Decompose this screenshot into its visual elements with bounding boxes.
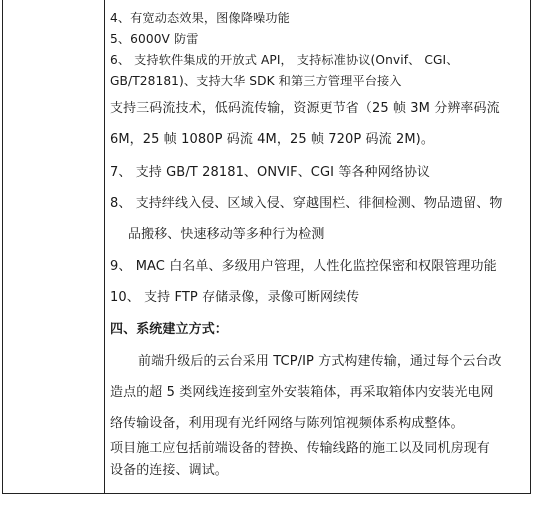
feature-line-4: 4、有宽动态效果，图像降噪功能	[110, 11, 290, 25]
section-heading: 四、系统建立方式：	[110, 322, 228, 337]
table-column-divider	[104, 0, 105, 494]
table-border-bottom	[2, 493, 531, 494]
paragraph-1-line-2: 造点的超 5 类网线连接到室外安装箱体，再采取箱体内安装光电网	[110, 385, 494, 400]
table-border-left	[2, 0, 3, 494]
table-border-right	[530, 0, 531, 494]
paragraph-1-line-3: 络传输设备，利用现有光纤网络与陈列馆视频体系构成整体。	[110, 416, 464, 431]
feature-line-7: 7、 支持 GB/T 28181、ONVIF、CGI 等各种网络协议	[110, 165, 431, 180]
feature-line-6-cont: GB/T28181)、支持大华 SDK 和第三方管理平台接入	[110, 74, 402, 88]
feature-line-10: 10、 支持 FTP 存储录像，录像可断网续传	[110, 290, 360, 305]
feature-line-5: 5、6000V 防雷	[110, 32, 199, 46]
paragraph-2-line-2: 设备的连接、调试。	[110, 463, 228, 478]
feature-line-8: 8、 支持绊线入侵、区域入侵、穿越围栏、徘徊检测、物品遗留、物	[110, 196, 503, 211]
tri-stream-line-cont: 6M，25 帧 1080P 码流 4M，25 帧 720P 码流 2M)。	[110, 132, 434, 147]
paragraph-2-line-1: 项目施工应包括前端设备的替换、传输线路的施工以及同机房现有	[110, 441, 490, 456]
feature-line-9: 9、 MAC 白名单、多级用户管理，人性化监控保密和权限管理功能	[110, 259, 497, 274]
paragraph-1-line-1: 前端升级后的云台采用 TCP/IP 方式构建传输，通过每个云台改	[138, 354, 502, 369]
feature-line-6: 6、 支持软件集成的开放式 API， 支持标准协议(Onvif、 CGI、	[110, 53, 459, 67]
feature-line-8-cont: 品搬移、快速移动等多种行为检测	[128, 227, 325, 242]
tri-stream-line: 支持三码流技术，低码流传输，资源更节省（25 帧 3M 分辨率码流	[110, 101, 500, 116]
